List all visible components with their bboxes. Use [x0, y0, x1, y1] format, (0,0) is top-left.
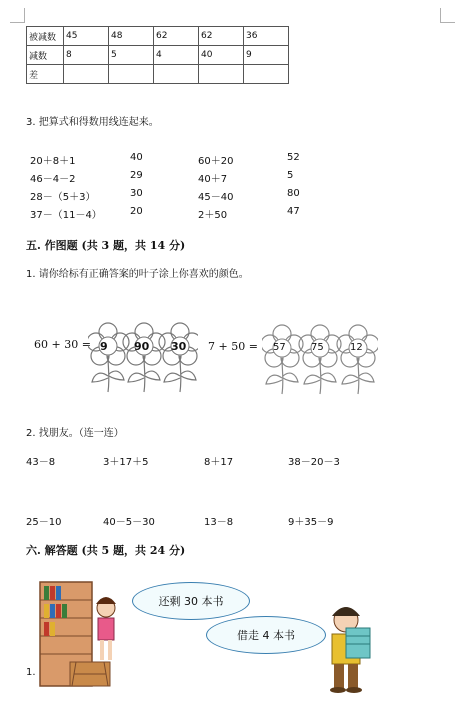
- section-6-question-1-number: 1.: [26, 667, 36, 678]
- expression: 9＋35－9: [288, 517, 334, 528]
- table-cell: 62: [199, 27, 244, 46]
- table-row: [27, 65, 289, 84]
- answer-cell[interactable]: [154, 65, 199, 84]
- corner-mark-top-right: [440, 8, 455, 23]
- expression: 25－10: [26, 517, 62, 528]
- expression: 13－8: [204, 517, 234, 528]
- result: 80: [287, 188, 300, 199]
- table-cell: 48: [109, 27, 154, 46]
- boy-with-books-illustration: [318, 598, 378, 694]
- flower-value: 75: [311, 342, 324, 353]
- table-cell: 5: [109, 46, 154, 65]
- result: 52: [287, 152, 300, 163]
- result: 47: [287, 206, 300, 217]
- section-5-question-1: 1. 请你给标有正确答案的叶子涂上你喜欢的颜色。: [26, 269, 249, 280]
- result: 40: [130, 152, 143, 163]
- flower-illustration[interactable]: [159, 323, 198, 392]
- answer-cell[interactable]: [199, 65, 244, 84]
- bubble-text: 借走 4 本书: [237, 629, 295, 642]
- row-label: 差: [27, 65, 64, 84]
- result: 5: [287, 170, 294, 181]
- flower-expression-right: 7 + 50 =: [208, 340, 258, 353]
- expression: 8＋17: [204, 457, 234, 468]
- flower-illustration[interactable]: [88, 323, 129, 392]
- table-cell: 45: [64, 27, 109, 46]
- flower-value: 9: [100, 340, 108, 353]
- expression: 43－8: [26, 457, 56, 468]
- table-cell: 4: [154, 46, 199, 65]
- expression: 2＋50: [198, 210, 228, 221]
- row-label: 被减数: [27, 27, 64, 46]
- section-5-question-2: 2. 找朋友。（连一连）: [26, 428, 124, 439]
- flower-illustration[interactable]: [337, 325, 378, 394]
- flower-value: 12: [350, 342, 363, 353]
- result: 29: [130, 170, 143, 181]
- expression: 46－4－2: [30, 174, 76, 185]
- flower-value: 90: [134, 340, 150, 353]
- row-label: 减数: [27, 46, 64, 65]
- expression: 60＋20: [198, 156, 234, 167]
- table-cell: 8: [64, 46, 109, 65]
- expression: 45－40: [198, 192, 234, 203]
- flower-illustration[interactable]: [262, 325, 303, 394]
- section-6-title: 六. 解答题 (共 5 题，共 24 分): [26, 544, 186, 557]
- flower-group-right: [262, 320, 378, 396]
- expression: 40－5－30: [103, 517, 155, 528]
- corner-mark-top-left: [10, 8, 25, 23]
- flower-value: 30: [171, 340, 187, 353]
- table-cell: 36: [244, 27, 289, 46]
- answer-cell[interactable]: [64, 65, 109, 84]
- bookshelf-illustration: [36, 578, 136, 690]
- bubble-text: 还剩 30 本书: [158, 595, 224, 608]
- flower-expression-left: 60 + 30 =: [34, 338, 91, 351]
- flower-group-left: [88, 318, 198, 394]
- speech-bubble-remaining: [132, 582, 250, 620]
- table-cell: 9: [244, 46, 289, 65]
- speech-bubble-borrowed: [206, 616, 326, 654]
- expression: 37－（11－4）: [30, 210, 102, 221]
- answer-cell[interactable]: [244, 65, 289, 84]
- expression: 20＋8＋1: [30, 156, 76, 167]
- flower-illustration[interactable]: [299, 325, 341, 394]
- section-5-title: 五. 作图题 (共 3 题，共 14 分): [26, 239, 186, 252]
- table-row: [27, 46, 289, 65]
- subtraction-table: [26, 26, 289, 84]
- flower-illustration[interactable]: [123, 323, 165, 392]
- expression: 3＋17＋5: [103, 457, 149, 468]
- table-cell: 62: [154, 27, 199, 46]
- result: 30: [130, 188, 143, 199]
- table-cell: 40: [199, 46, 244, 65]
- question-3-title: 3. 把算式和得数用线连起来。: [26, 117, 159, 128]
- result: 20: [130, 206, 143, 217]
- answer-cell[interactable]: [109, 65, 154, 84]
- expression: 40＋7: [198, 174, 228, 185]
- expression: 38－20－3: [288, 457, 340, 468]
- flower-value: 57: [273, 342, 286, 353]
- expression: 28－（5＋3）: [30, 192, 96, 203]
- table-row: [27, 27, 289, 46]
